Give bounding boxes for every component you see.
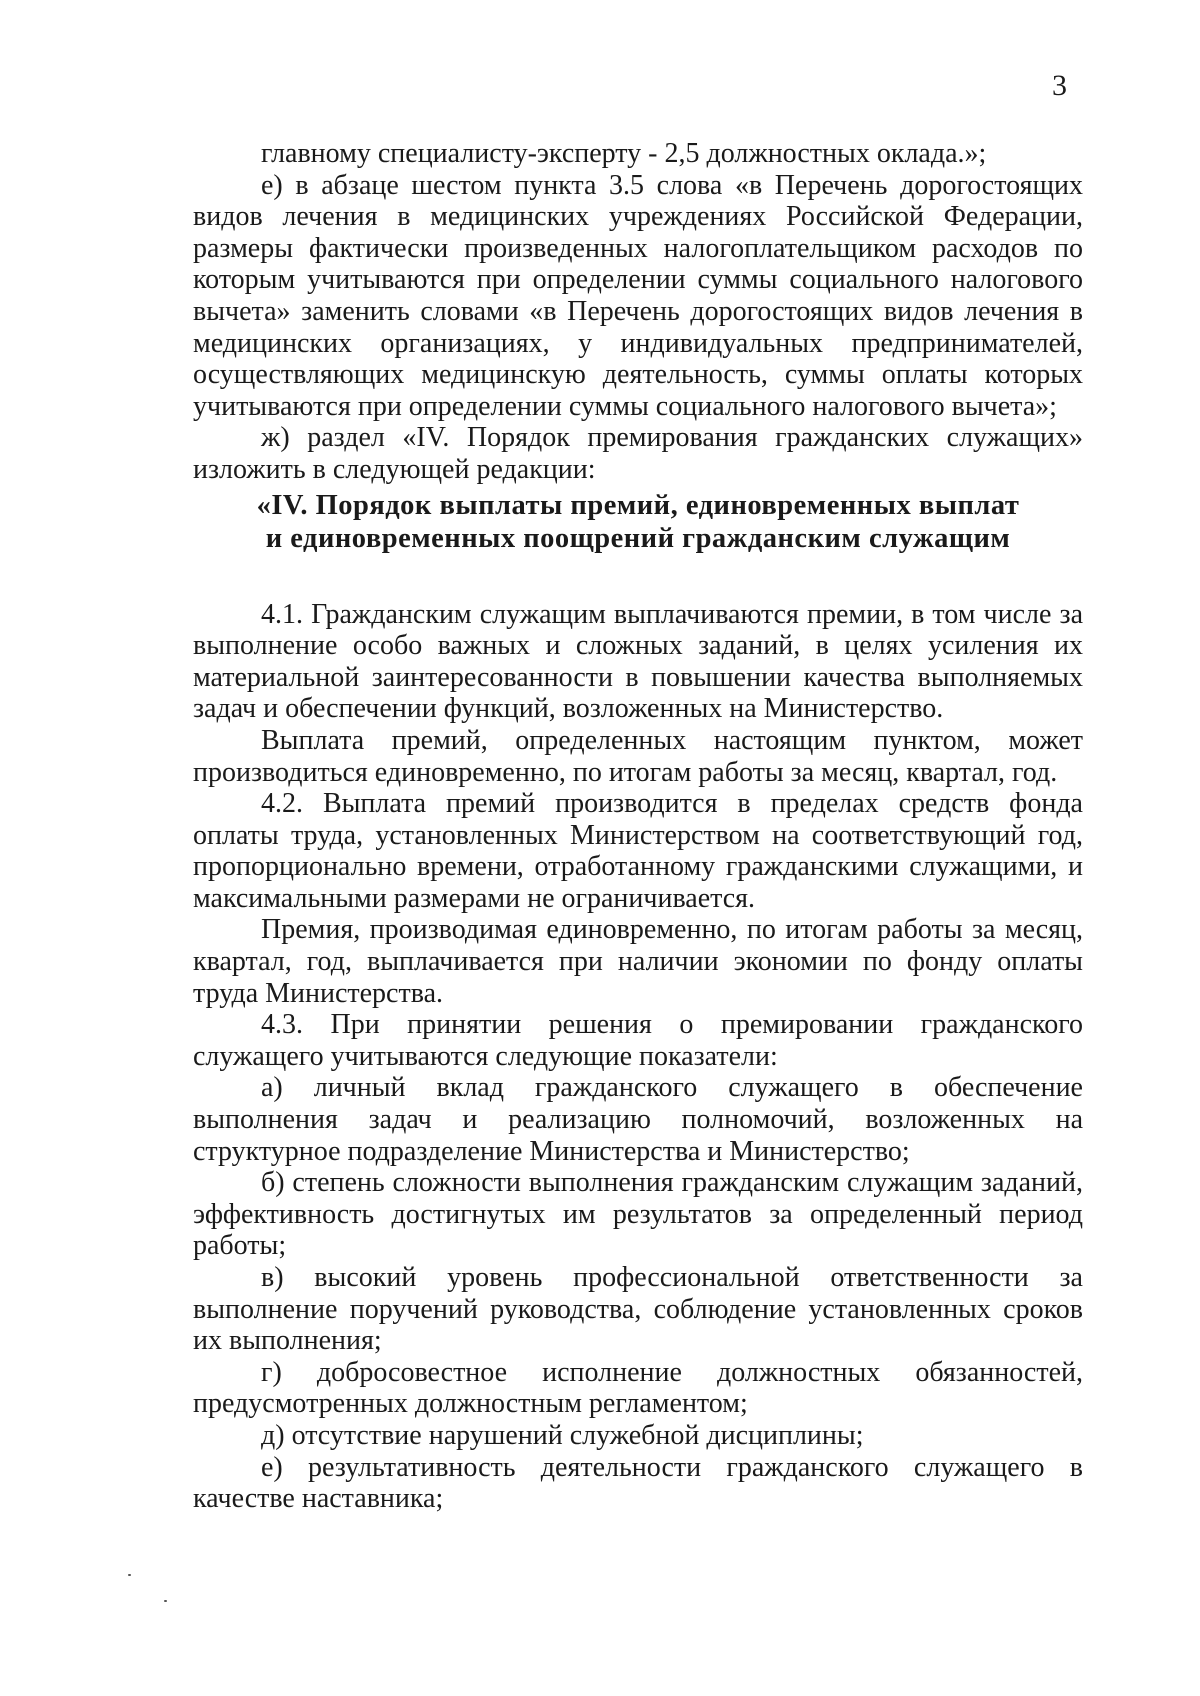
paragraph-4-1-payment: Выплата премий, определенных настоящим пунктом, может производиться единовременно, по итогам работы за месяц, квартал, год.	[193, 724, 1083, 788]
paragraph-4-2-lump-sum: Премия, производимая единовременно, по итогам работы за месяц, квартал, год, выплачивается при наличии экономии по фонду оплаты труда Министерства.	[193, 914, 1083, 1009]
document-body	[193, 138, 1083, 1515]
list-item-a: а) личный вклад гражданского служащего в обеспечение выполнения задач и реализацию полномочий, возложенных на структурное подразделение Министерства и Министерство;	[193, 1072, 1083, 1167]
section-heading-line-1: «IV. Порядок выплаты премий, единовременных выплат	[256, 489, 1020, 521]
paragraph-allowance-end: главному специалисту-эксперту - 2,5 должностных оклада.»;	[261, 138, 987, 169]
scan-speck	[128, 1574, 131, 1576]
list-item-v: в) высокий уровень профессиональной ответственности за выполнение поручений руководства, соблюдение установленных сроков их выполнения;	[193, 1262, 1083, 1357]
scan-speck	[164, 1600, 167, 1602]
paragraph-4-2: 4.2. Выплата премий производится в пределах средств фонда оплаты труда, установленных Министерством на соответствующий год, пропорционально времени, отработанному гражданскими служащими, и максимальными размерами не ограничивается.	[193, 788, 1083, 914]
section-heading	[193, 489, 1083, 555]
list-item-e: е) результативность деятельности гражданского служащего в качестве наставника;	[193, 1451, 1083, 1515]
paragraph-4-1: 4.1. Гражданским служащим выплачиваются премии, в том числе за выполнение особо важных и сложных заданий, в целях усиления их материальной заинтересованности в повышении качества выполняемых задач и обеспечении функций, возложенных на Министерство.	[193, 598, 1083, 725]
list-item-g: г) добросовестное исполнение должностных обязанностей, предусмотренных должностным регламентом;	[193, 1356, 1083, 1420]
paragraph-item-zh-amendment: ж) раздел «IV. Порядок премирования гражданских служащих» изложить в следующей редакции:	[193, 422, 1083, 485]
list-item-d: д) отсутствие нарушений служебной дисциплины;	[261, 1419, 864, 1451]
list-item-b: б) степень сложности выполнения гражданским служащим заданий, эффективность достигнутых им результатов за определенный период работы;	[193, 1167, 1083, 1262]
page-number: 3	[1052, 69, 1067, 102]
paragraph-4-3: 4.3. При принятии решения о премировании гражданского служащего учитываются следующие показатели:	[193, 1009, 1083, 1072]
paragraph-item-e-amendment: е) в абзаце шестом пункта 3.5 слова «в Перечень дорогостоящих видов лечения в медицинских учреждениях Российской Федерации, размеры фактически произведенных налогоплательщиком расходов по которым учитываются при определении суммы социального налогового вычета» заменить словами «в Перечень дорогостоящих видов лечения в медицинских организациях, у индивидуальных предпринимателей, осуществляющих медицинскую деятельность, суммы оплаты которых учитываются при определении суммы социального налогового вычета»;	[193, 169, 1083, 422]
section-heading-line-2: и единовременных поощрений гражданским служащим	[265, 522, 1011, 554]
heading-spacer	[193, 555, 1083, 599]
